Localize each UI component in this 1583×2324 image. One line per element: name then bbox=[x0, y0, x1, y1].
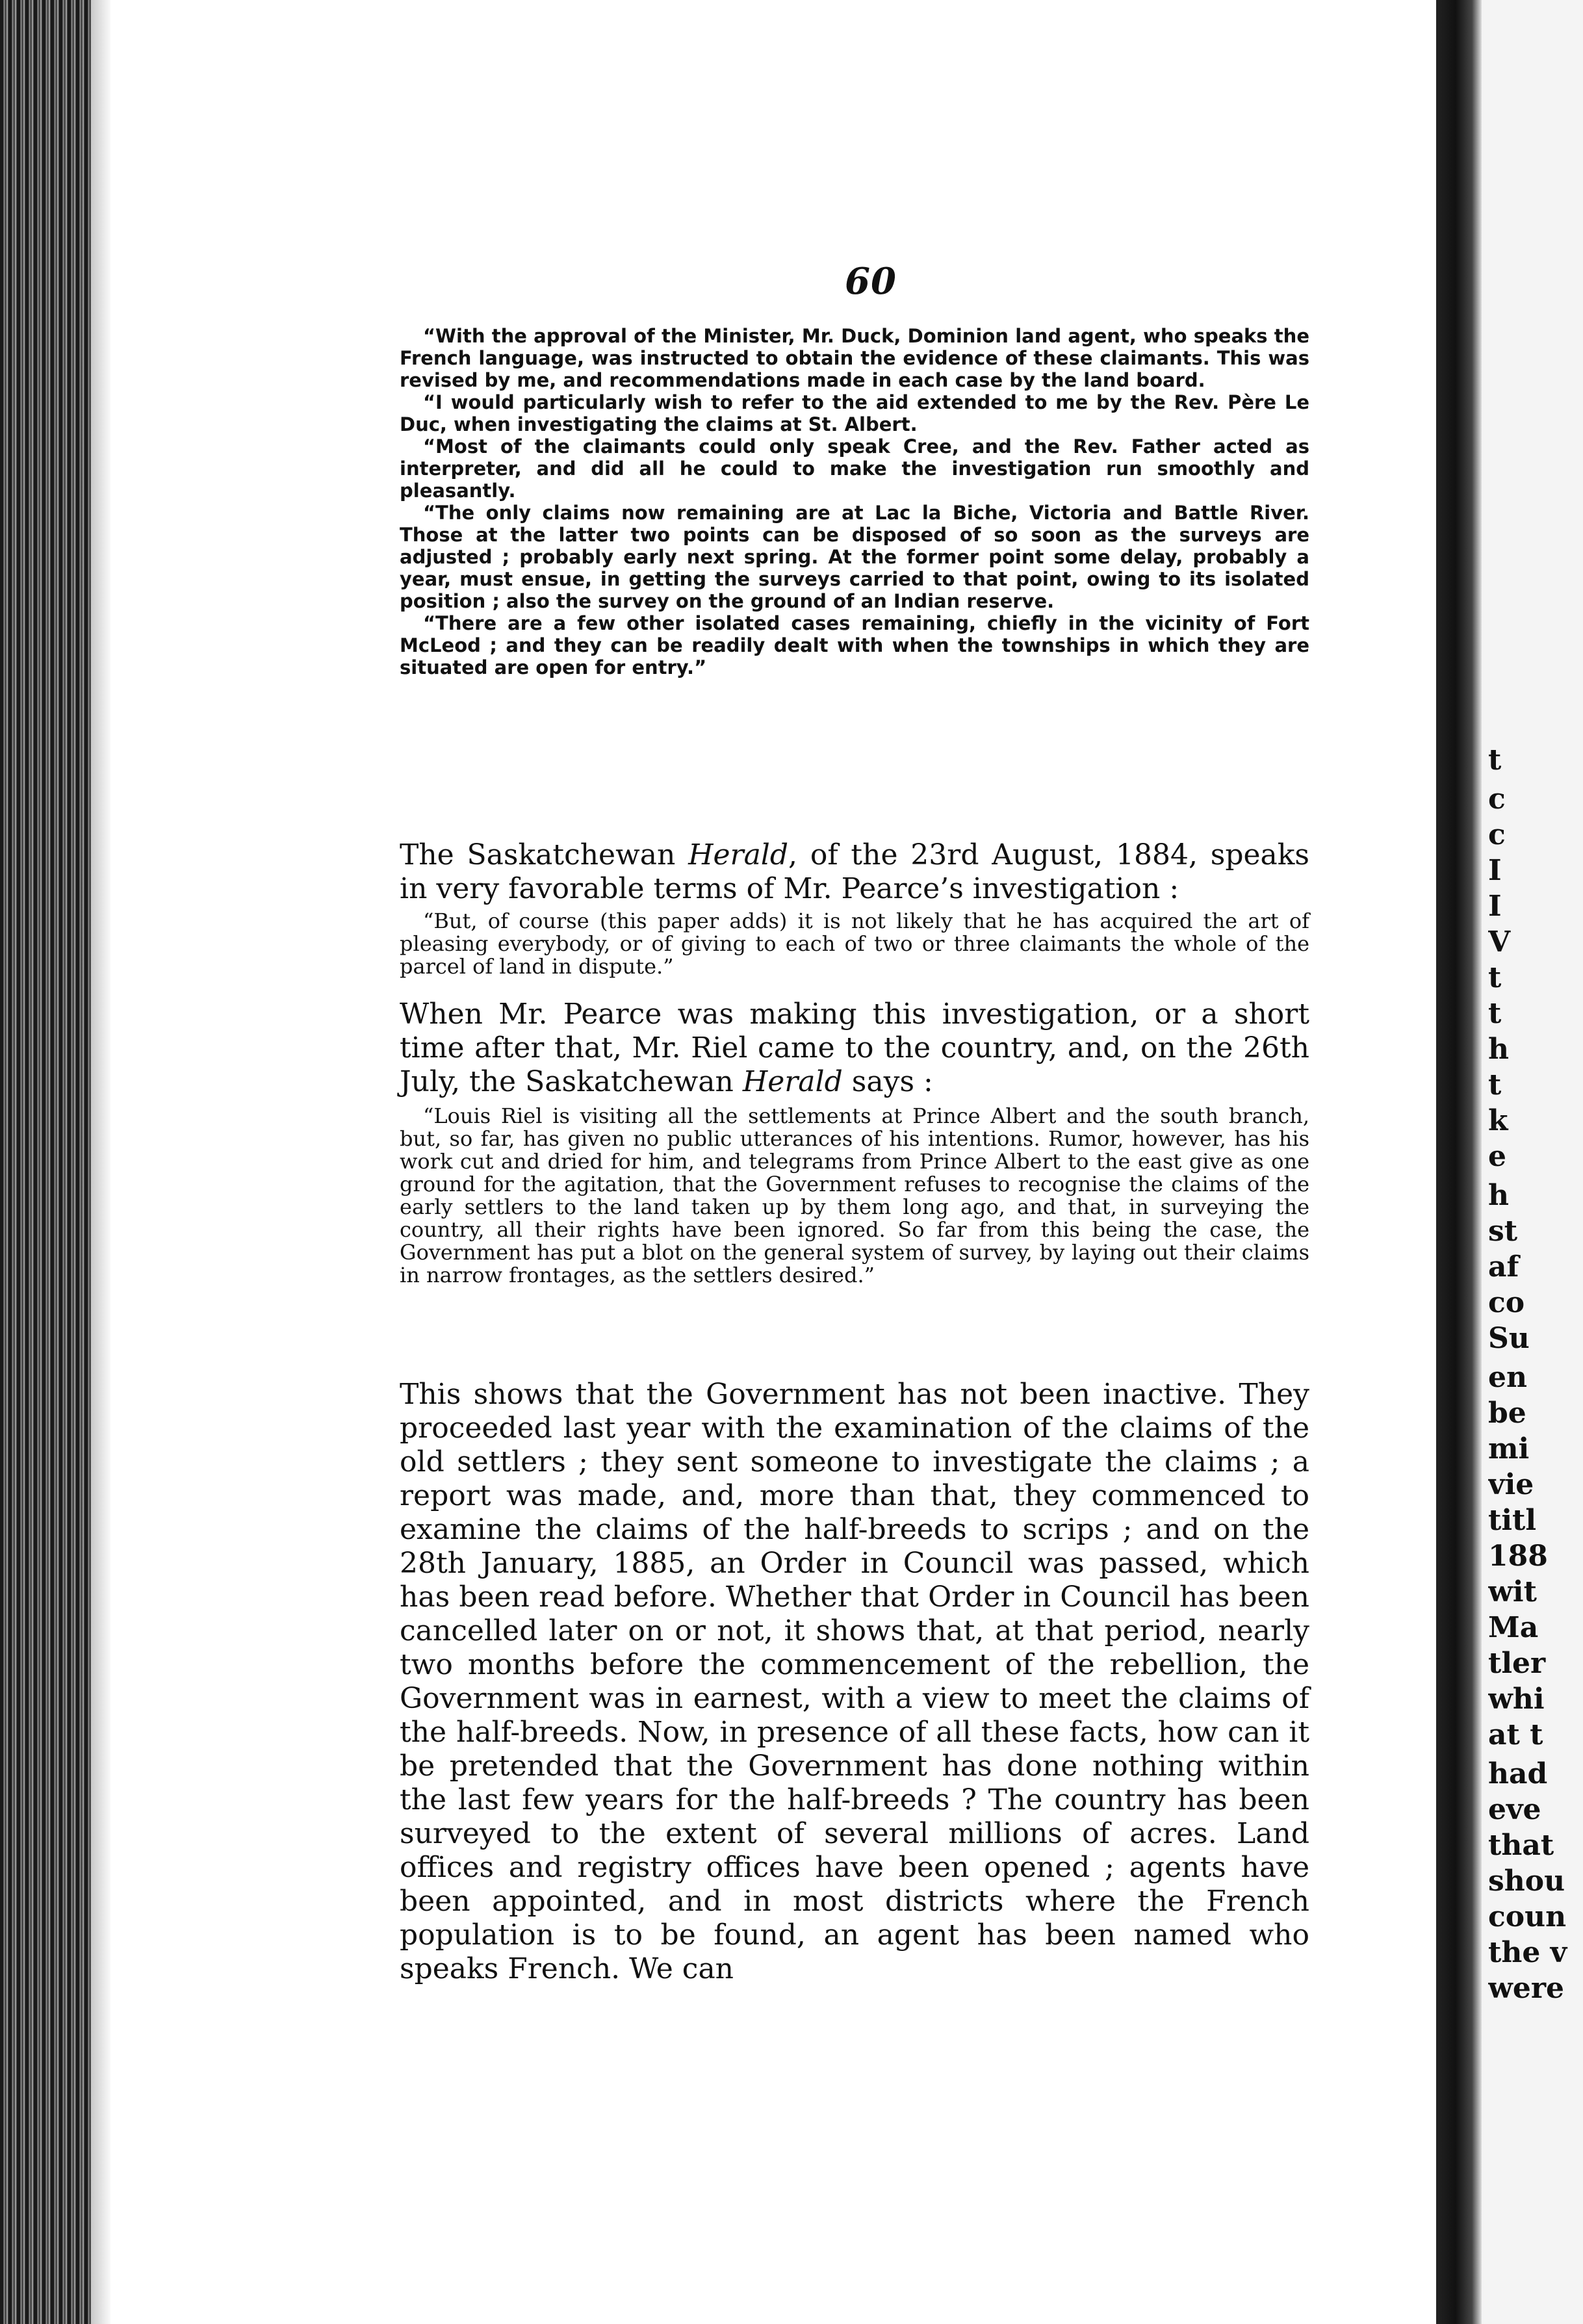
herald-paragraph-1: The Saskatchewan Herald, of the 23rd August, 1884, speaks in very favorable terms of Mr. Pearce’s investigation : bbox=[400, 838, 1309, 905]
closing-paragraph: This shows that the Government has not been inactive. They proceeded last year with the examination of the claims of the old settlers ; they sent someone to investigate the claims ; a report was made, and, more than that, they commenced to examine the claims of the half-breeds to scrips ; and on the 28th January, 1885, an Order in Council was passed, which has been read before. Whether that Order in Council has been cancelled later on or not, it shows that, at that period, nearly two months before the commencement of the rebellion, the Government was in earnest, with a view to meet the claims of the half-breeds. Now, in presence of all these facts, how can it be pretended that the Government has done nothing within the last few years for the half-breeds ? The country has been surveyed to the extent of several millions of acres. Land offices and registry offices have been opened ; agents have been appointed, and in most districts where the French population is to be found, an agent has been named who speaks French. We can bbox=[400, 1378, 1309, 1985]
facing-page: t c c I I V t t h t k e h st af co Su en be mi vie titl 188 wit Ma tler whi at t had eve that shou coun the v were bbox=[1482, 0, 1583, 2324]
page-shadow bbox=[91, 0, 110, 2324]
book-gutter bbox=[1436, 0, 1482, 2324]
herald-quote-1: “But, of course (this paper adds) it is not likely that he has acquired the art of pleasing everybody, or of giving to each of two or three claimants the whole of the parcel of land in dispute.” bbox=[400, 909, 1309, 979]
herald-paragraph-2: When Mr. Pearce was making this investigation, or a short time after that, Mr. Riel came to the country, and, on the 26th July, the Saskatchewan Herald says : bbox=[400, 998, 1309, 1098]
newspaper-name: Herald bbox=[742, 1065, 843, 1098]
quote-paragraph: “There are a few other isolated cases remaining, chiefly in the vicinity of Fort McLeod ; and they can be readily dealt with when the townships in which they are situated are open for entry.” bbox=[400, 612, 1309, 678]
newspaper-name: Herald bbox=[688, 838, 789, 872]
book-binding-edge bbox=[0, 0, 91, 2324]
quote-paragraph: “The only claims now remaining are at Lac la Biche, Victoria and Battle River. Those at the latter two points can be disposed of so soon as the surveys are adjusted ; probably early next spring. At the former point some delay, probably a year, must ensue, in getting the surveys carried to that point, owing to its isolated position ; also the survey on the ground of an Indian reserve. bbox=[400, 502, 1309, 612]
quote-paragraph: “With the approval of the Minister, Mr. Duck, Dominion land agent, who speaks the French language, was instructed to obtain the evidence of these claimants. This was revised by me, and recommendations made in each case by the land board. bbox=[400, 325, 1309, 391]
minister-quote-block bbox=[400, 325, 1309, 678]
quote-paragraph: “Most of the claimants could only speak Cree, and the Rev. Father acted as interpreter, and did all he could to make the investigation run smoothly and pleasantly. bbox=[400, 435, 1309, 502]
page-number: 60 bbox=[845, 260, 897, 303]
riel-quote: “Louis Riel is visiting all the settlements at Prince Albert and the south branch, but, so far, has given no public utterances of his intentions. Rumor, however, has his work cut and dried for him, and telegrams from Prince Albert to the east give as one ground for the agitation, that the Government refuses to recognise the claims of the early settlers to the land taken up by them long ago, and that, in surveying the country, all their rights have been ignored. So far from this being the case, the Government has put a blot on the general system of survey, by laying out their claims in narrow frontages, as the settlers desired.” bbox=[400, 1104, 1309, 1287]
quote-paragraph: “I would particularly wish to refer to the aid extended to me by the Rev. Père Le Duc, when investigating the claims at St. Albert. bbox=[400, 391, 1309, 435]
